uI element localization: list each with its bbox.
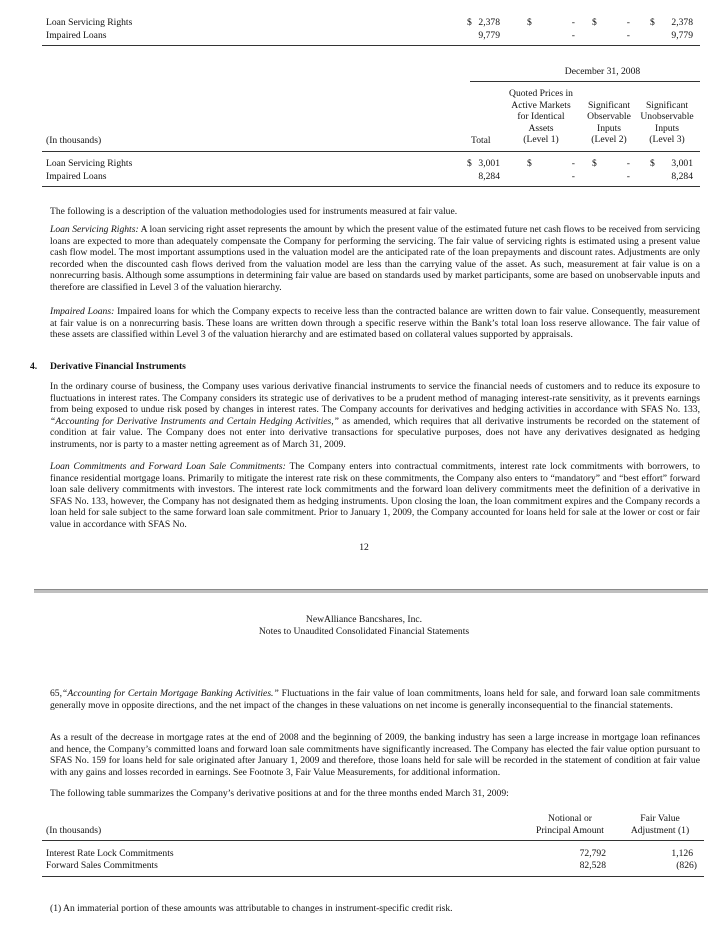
loan-commitments-paragraph xyxy=(50,461,700,531)
currency-symbol: $ xyxy=(650,17,655,28)
header-line: Inputs xyxy=(597,122,621,134)
header-line: Assets xyxy=(528,122,554,134)
level3-header xyxy=(634,100,700,146)
paragraph-body: In the ordinary course of business, the Company uses various derivative financial instruments to service the financial needs of customers and to reduce its exposure to fluctuations in interest rates. The Company considers its strategic use of derivatives to be a prudent method of managing interest-rate sensitivity, as it prevents earnings from being exposed to undue risk posed by changes in interest rates. The Company accounts for derivatives and hedging activities in accordance with SFAS No. 133, xyxy=(50,381,700,416)
total-header: Total xyxy=(471,135,491,146)
level3-value: 2,378 xyxy=(671,17,693,28)
level1-value: - xyxy=(571,30,575,41)
table-row-label: Impaired Loans xyxy=(46,30,107,41)
header-line: Active Markets xyxy=(511,99,571,111)
table-row-label: Interest Rate Lock Commitments xyxy=(46,848,174,859)
mortgage-rates-paragraph: As a result of the decrease in mortgage rates at the end of 2008 and the beginning of 2009, the banking industry has seen a large increase in mortgage loan refinances and hence, the Company’s committed loans and forward loan sale commitments have significantly increased. The Company has elected the fair value option pursuant to SFAS No. 159 for loans held for sale originated after January 1, 2009 and therefore, those loans held for sale will be recorded in the statement of condition at fair value with any gains and losses recorded in earnings. See Footnote 3, Fair Value Measurements, for additional information. xyxy=(50,732,700,778)
level1-value: - xyxy=(571,17,575,28)
period-heading: December 31, 2008 xyxy=(564,66,641,77)
units-label: (In thousands) xyxy=(46,135,102,146)
header-rule xyxy=(42,840,704,841)
standard-title: “Accounting for Derivative Instruments and Certain Hedging Activities,” xyxy=(50,415,339,427)
header-line: Adjustment (1) xyxy=(630,824,690,836)
footnote: (1) An immaterial portion of these amounts was attributable to changes in instrument-specific credit risk. xyxy=(50,903,453,914)
table-row-label: Loan Servicing Rights xyxy=(46,17,133,28)
standard-title: “Accounting for Certain Mortgage Banking Activities.” xyxy=(62,688,279,699)
header-line: (Level 2) xyxy=(591,134,627,146)
units-label: (In thousands) xyxy=(46,825,102,836)
fair-value-header xyxy=(622,813,698,836)
table-bottom-rule xyxy=(42,45,700,46)
level2-value: - xyxy=(626,171,630,182)
notional-value: 72,792 xyxy=(579,848,606,859)
level2-value: - xyxy=(626,158,630,169)
mortgage-banking-paragraph xyxy=(50,688,700,711)
table-bottom-rule xyxy=(42,186,700,187)
impaired-loans-paragraph xyxy=(50,306,700,341)
level3-value: 3,001 xyxy=(671,158,693,169)
header-line: Fair Value xyxy=(640,813,680,824)
header-line: for Identical xyxy=(517,111,565,123)
level3-value: 9,779 xyxy=(671,30,693,41)
level3-value: 8,284 xyxy=(671,171,693,182)
company-name: NewAlliance Bancshares, Inc. xyxy=(305,614,423,625)
loan-servicing-rights-paragraph xyxy=(50,224,700,294)
header-line: Significant xyxy=(645,99,689,111)
fair-value-adjustment: 1,126 xyxy=(671,848,693,859)
level2-value: - xyxy=(626,17,630,28)
page-break xyxy=(34,589,708,593)
level2-value: - xyxy=(626,30,630,41)
header-line: Observable xyxy=(587,111,631,123)
derivatives-paragraph xyxy=(50,381,700,451)
header-line: Inputs xyxy=(655,122,679,134)
page-number: 12 xyxy=(359,542,369,553)
paragraph-body: as amended, which requires that all derivative instruments be recorded on the statement of condition at fair value. The Company does not enter into derivative transactions for speculative purposes, does not have any derivatives designated as hedging instruments, nor is party to a master netting agreement as of March 31, 2009. xyxy=(50,415,700,450)
level1-value: - xyxy=(571,171,575,182)
total-value: 3,001 xyxy=(478,158,500,169)
header-line: Unobservable xyxy=(640,111,694,123)
currency-symbol: $ xyxy=(467,17,472,28)
currency-symbol: $ xyxy=(592,158,597,169)
header-line: Significant xyxy=(587,99,631,111)
statement-subtitle: Notes to Unaudited Consolidated Financial Statements xyxy=(258,626,470,637)
currency-symbol: $ xyxy=(527,158,532,169)
currency-symbol: $ xyxy=(527,17,532,28)
paragraph-body: The Company enters into contractual commitments, interest rate lock commitments with borrowers, to finance residential mortgage loans. Primarily to mitigate the interest rate risk on these commitments, the Company also enters to “mandatory” and “best effort” forward loan sale delivery commitments with investors. The interest rate lock commitments and the forward loan delivery commitments meet the definition of a derivative in SFAS No. 133, however, the Company has not designated them as hedging instruments. Upon closing the loan, the loan commitment expires and the Company records a loan held for sale subject to the same forward loan sale commitment. Prior to January 1, 2009, the Company accounted for loans held for sale at the lower or cost or fair value in accordance with SFAS No. xyxy=(50,461,700,530)
notional-value: 82,528 xyxy=(579,860,606,871)
section-title: Derivative Financial Instruments xyxy=(50,361,186,372)
level2-header xyxy=(580,100,638,146)
header-line: (Level 3) xyxy=(649,134,685,146)
total-value: 2,378 xyxy=(478,17,500,28)
header-line: Notional or xyxy=(548,813,592,824)
paragraph-body: A loan servicing right asset represents the amount by which the present value of the estimated future net cash flows to be received from servicing loans are expected to more than adequately compensate the Company for performing the servicing. The fair value of servicing rights is estimated using a present value cash flow model. The most important assumptions used in the valuation model are the anticipated rate of the loan prepayments and discount rates. Adjustments are only recorded when the discounted cash flows derived from the valuation model are less than the carrying value of the asset. As such, measurement at fair value is on a nonrecurring basis. Although some assumptions in determining fair value are based on standards used by market participants, some are based on unobservable inputs and therefore are classified in Level 3 of the valuation hierarchy. xyxy=(50,224,700,293)
paragraph-body: 65, xyxy=(50,688,62,699)
level1-value: - xyxy=(571,158,575,169)
notional-header xyxy=(528,813,612,836)
table-row-label: Loan Servicing Rights xyxy=(46,158,133,169)
header-rule xyxy=(42,151,700,152)
header-line: (Level 1) xyxy=(523,134,559,146)
derivative-summary-intro: The following table summarizes the Company’s derivative positions at and for the three months ended March 31, 2009: xyxy=(50,788,509,799)
currency-symbol: $ xyxy=(592,17,597,28)
table-bottom-rule xyxy=(42,876,704,877)
currency-symbol: $ xyxy=(650,158,655,169)
paragraph-body: Impaired loans for which the Company expects to receive less than the contracted balance are written down to fair value. Consequently, measurement at fair value is on a nonrecurring basis. These loans are written down through a specific reserve within the Bank’s total loan loss reserve allowance. The fair value of these assets are classified within Level 3 of the valuation hierarchy and are estimated based on collateral values supported by appraisals. xyxy=(50,306,700,341)
section-number: 4. xyxy=(30,361,38,372)
total-value: 8,284 xyxy=(478,171,500,182)
table-row-label: Forward Sales Commitments xyxy=(46,860,158,871)
level1-header xyxy=(502,88,580,146)
table-row-label: Impaired Loans xyxy=(46,171,107,182)
paragraph-body: Fluctuations in the fair value of loan commitments, loans held for sale, and forward loan sale commitments generally move in opposite directions, and the net impact of the changes in these valuations on net income is generally inconsequential to the financial statements. xyxy=(50,688,700,711)
paragraph-lead: Impaired Loans: xyxy=(50,306,115,317)
header-line: Quoted Prices in xyxy=(509,88,573,99)
total-value: 9,779 xyxy=(478,30,500,41)
paragraph-lead: Loan Servicing Rights: xyxy=(50,224,139,235)
valuation-intro: The following is a description of the valuation methodologies used for instruments measured at fair value. xyxy=(50,206,458,217)
paragraph-lead: Loan Commitments and Forward Loan Sale Commitments: xyxy=(50,461,286,472)
currency-symbol: $ xyxy=(467,158,472,169)
period-heading-rule xyxy=(470,81,700,82)
fair-value-adjustment: (826) xyxy=(676,860,697,871)
header-line: Principal Amount xyxy=(536,824,604,836)
